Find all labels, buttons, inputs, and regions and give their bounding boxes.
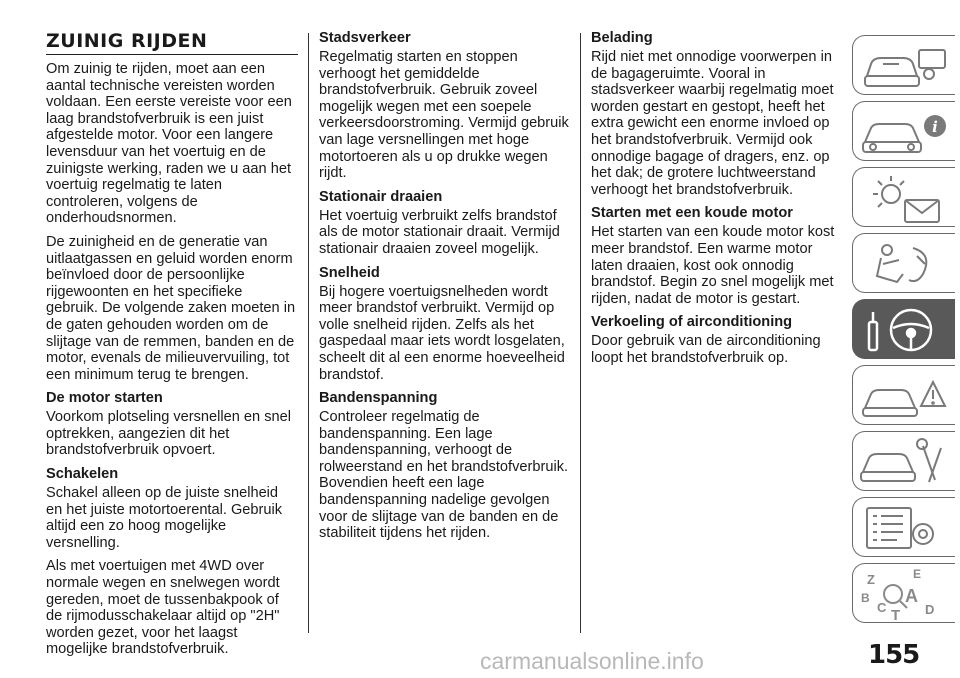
column-2 [319,30,571,549]
column-3 [591,30,843,374]
heading-motor-starten: De motor starten [46,390,163,407]
sidebar-tab-warning-lights[interactable] [852,167,955,227]
paragraph-snelheid: Bij hogere voertuigsnelheden wordt meer brandstof verbruikt. Vermijd op volle snelheid rijden. Zelfs als het gaspedaal maar iets wordt losgelaten, scheelt dit al een enorme hoeveelheid brandstof. [319,283,565,383]
seat-airbag-icon [853,234,956,294]
alphabetical-index-icon [853,564,956,624]
index-letter: C [877,600,887,615]
heading-airconditioning: Verkoeling of airconditioning [591,314,793,331]
sidebar-tab-technical-data[interactable] [852,497,955,557]
index-letter: Z [867,572,875,587]
car-emergency-icon [853,366,956,426]
heading-bandenspanning: Bandenspanning [319,390,438,407]
heading-snelheid: Snelheid [319,264,380,281]
sidebar-tab-dashboard[interactable] [852,35,955,95]
column-1 [46,30,298,665]
watermark: carmanualsonline.info [480,648,704,674]
car-maintenance-icon [853,432,956,492]
sidebar-tab-index[interactable] [852,563,955,623]
page-title: ZUINIG RIJDEN [46,30,298,55]
sidebar-tab-starting-driving[interactable] [852,299,955,359]
column-divider-2 [580,33,581,633]
column-divider-1 [308,33,309,633]
index-letter: T [891,607,901,624]
car-info-icon [853,102,956,162]
paragraph-schakelen-2: Als met voertuigen met 4WD over normale wegen en snelwegen wordt gereden, moet de tussenbakpook of de rijmodusschakelaar altijd op "2H" worden gezet, voor het laagst mogelijke brandstofverbruik. [46,558,280,658]
heading-koude-motor: Starten met een koude motor [591,205,793,222]
page-number: 155 [868,640,920,670]
sidebar-tab-vehicle-info[interactable] [852,101,955,161]
paragraph-bandenspanning: Controleer regelmatig de bandenspanning. Een lage bandenspanning, verhoogt de rolweerstand en het brandstofverbruik. Bovendien heeft een lage bandenspanning nadelige gevolgen voor de slijtage van de banden en de stabiliteit tijdens het rijden. [319,409,569,542]
paragraph-koude-motor: Het starten van een koude motor kost meer brandstof. Een warme motor laten draaien, kost ook onnodig brandstof. Begin zo snel mogelijk met rijden, nadat de motor is gestart. [591,224,835,307]
paragraph-motor-starten: Voorkom plotseling versnellen en snel optrekken, aangezien dit het brandstofverbruik opvoert. [46,409,291,459]
paragraph-stadsverkeer: Regelmatig starten en stoppen verhoogt het gemiddelde brandstofverbruik. Gebruik zoveel mogelijk wegen met een soepele verkeersdoorstroming. Vermijd gebruik van lage versnellingen met hoge motortoeren als u op drukke wegen rijdt. [319,49,569,182]
index-letter: E [913,567,922,581]
index-letter: A [905,586,918,606]
heading-belading: Belading [591,30,653,46]
sidebar-tab-emergency[interactable] [852,365,955,425]
warning-lights-icon [853,168,956,228]
sidebar-tab-maintenance[interactable] [852,431,955,491]
sidebar-tab-safety[interactable] [852,233,955,293]
heading-stadsverkeer: Stadsverkeer [319,30,411,46]
paragraph-belading: Rijd niet met onnodige voorwerpen in de bagageruimte. Vooral in stadsverkeer waarbij regelmatig moet worden gestart en gestopt, heeft het extra gewicht een enorme invloed op het brandstofverbruik. Vermijd ook onnodige bagage of dragers, enz. op het dak; de grotere luchtweerstand verhoogt het brandstofverbruik. [591,49,834,198]
intro-paragraph-2: De zuinigheid en de generatie van uitlaatgassen en geluid worden enorm beïnvloed door de persoonlijke rijgewoonten en het specifieke gebruik. De volgende zaken moeten in de gaten gehouden worden om de slijtage van de remmen, banden en de motor, evenals de milieuvervuiling, tot een minimum terug te brengen. [46,233,296,383]
intro-paragraph-1: Om zuinig te rijden, moet aan een aantal technische vereisten worden voldaan. Een eerste vereiste voor een laag brandstofverbruik is een juist afgestelde motor. Voor een langere levensduur van het voertuig en de zuinigste werking, raden we u aan het voertuig regelmatig te laten controleren, volgens de onderhoudsnormen. [46,61,292,227]
paragraph-schakelen-1: Schakel alleen op de juiste snelheid en het juiste motortoerental. Gebruik altijd een zo hoog mogelijke versnelling. [46,485,283,551]
heading-schakelen: Schakelen [46,466,119,483]
technical-data-icon [853,498,956,558]
index-letter: D [925,602,935,617]
car-dashboard-icon [853,36,956,96]
svg-text:i: i [932,118,938,136]
heading-stationair: Stationair draaien [319,188,443,205]
index-letter: B [861,591,870,605]
key-steering-wheel-icon [853,300,956,360]
paragraph-stationair: Het voertuig verbruikt zelfs brandstof als de motor stationair draait. Vermijd stationair draaien zoveel mogelijk. [319,207,560,257]
paragraph-airconditioning: Door gebruik van de airconditioning loopt het brandstofverbruik op. [591,333,821,366]
